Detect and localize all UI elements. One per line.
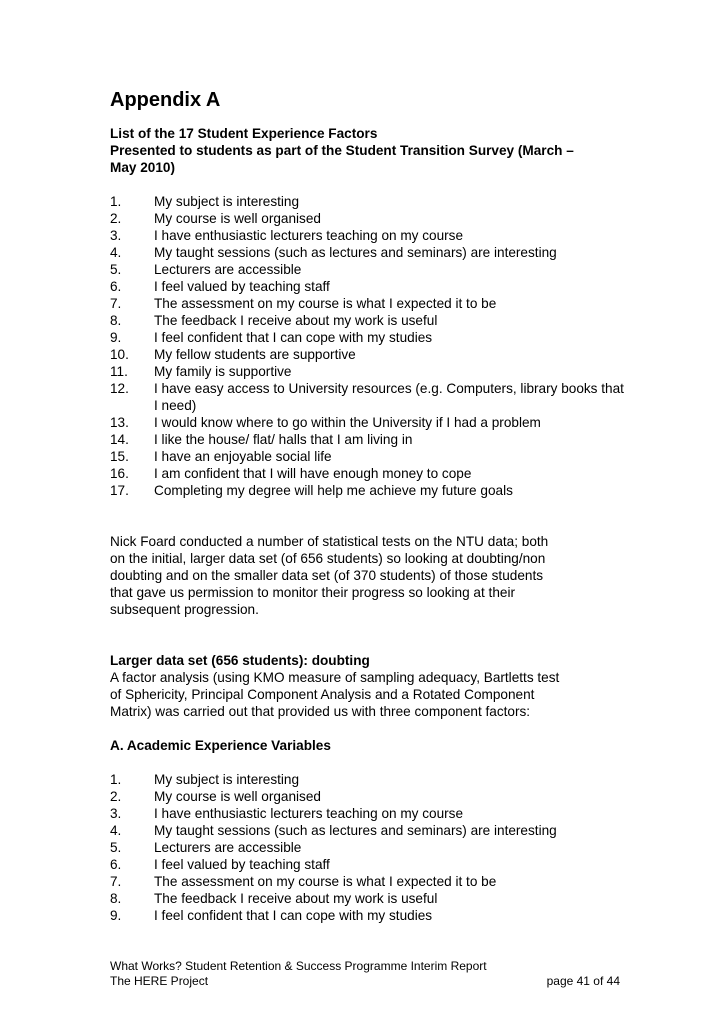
item-text: I would know where to go within the University if I had a problem bbox=[154, 415, 541, 430]
list-item bbox=[110, 822, 630, 839]
section-body-line: A factor analysis (using KMO measure of sampling adequacy, Bartletts test bbox=[110, 670, 560, 685]
analysis-paragraph bbox=[110, 533, 630, 618]
item-number: 4. bbox=[110, 245, 122, 260]
page-number: page 41 of 44 bbox=[546, 974, 620, 988]
item-number: 2. bbox=[110, 789, 122, 804]
item-number: 5. bbox=[110, 840, 122, 855]
list-item bbox=[110, 295, 630, 312]
item-number: 7. bbox=[110, 874, 122, 889]
item-number: 7. bbox=[110, 296, 122, 311]
list-item bbox=[110, 329, 630, 346]
paragraph-line: Nick Foard conducted a number of statistical tests on the NTU data; both bbox=[110, 534, 549, 549]
paragraph-line: doubting and on the smaller data set (of 370 students) of those students bbox=[110, 568, 544, 583]
item-number: 8. bbox=[110, 313, 122, 328]
list-item bbox=[110, 839, 630, 856]
list-item bbox=[110, 465, 630, 482]
list-item bbox=[110, 312, 630, 329]
list-item bbox=[110, 431, 630, 448]
list-item bbox=[110, 210, 630, 227]
item-text: My course is well organised bbox=[154, 211, 321, 226]
item-number: 4. bbox=[110, 823, 122, 838]
paragraph-line: on the initial, larger data set (of 656 students) so looking at doubting/non bbox=[110, 551, 546, 566]
document-page bbox=[110, 86, 630, 924]
section-heading: Larger data set (656 students): doubting bbox=[110, 653, 370, 668]
item-text: I am confident that I will have enough money to cope bbox=[154, 466, 472, 481]
section-body-line: Matrix) was carried out that provided us with three component factors: bbox=[110, 704, 531, 719]
item-number: 6. bbox=[110, 857, 122, 872]
list-item bbox=[110, 771, 630, 788]
item-text: Lecturers are accessible bbox=[154, 840, 302, 855]
item-number: 15. bbox=[110, 449, 129, 464]
item-text: My course is well organised bbox=[154, 789, 321, 804]
item-text: I have an enjoyable social life bbox=[154, 449, 332, 464]
section-subheading: A. Academic Experience Variables bbox=[110, 738, 331, 753]
list-item bbox=[110, 890, 630, 907]
item-text: I feel confident that I can cope with my studies bbox=[154, 330, 433, 345]
list-item bbox=[110, 856, 630, 873]
item-number: 5. bbox=[110, 262, 122, 277]
list-item bbox=[110, 380, 630, 414]
item-text: I like the house/ flat/ halls that I am living in bbox=[154, 432, 413, 447]
item-number: 13. bbox=[110, 415, 129, 430]
item-text: My subject is interesting bbox=[154, 194, 300, 209]
item-text: My family is supportive bbox=[154, 364, 292, 379]
list-item bbox=[110, 346, 630, 363]
item-number: 3. bbox=[110, 228, 122, 243]
item-text: My fellow students are supportive bbox=[154, 347, 356, 362]
item-number: 2. bbox=[110, 211, 122, 226]
item-number: 1. bbox=[110, 194, 122, 209]
list-item bbox=[110, 873, 630, 890]
item-text: The assessment on my course is what I expected it to be bbox=[154, 874, 497, 889]
subtitle-line: List of the 17 Student Experience Factors bbox=[110, 126, 378, 141]
doubting-section bbox=[110, 652, 630, 720]
list-item bbox=[110, 414, 630, 431]
item-number: 3. bbox=[110, 806, 122, 821]
item-text: My taught sessions (such as lectures and seminars) are interesting bbox=[154, 245, 557, 260]
list-item bbox=[110, 244, 630, 261]
item-number: 16. bbox=[110, 466, 129, 481]
item-text: I feel valued by teaching staff bbox=[154, 279, 330, 294]
item-number: 17. bbox=[110, 483, 129, 498]
footer-row bbox=[110, 974, 620, 989]
list-item bbox=[110, 227, 630, 244]
page-footer bbox=[110, 959, 620, 989]
item-text: The feedback I receive about my work is useful bbox=[154, 313, 438, 328]
item-text: Lecturers are accessible bbox=[154, 262, 302, 277]
item-number: 12. bbox=[110, 381, 129, 396]
academic-variables-list bbox=[110, 771, 630, 924]
list-item bbox=[110, 907, 630, 924]
item-number: 11. bbox=[110, 364, 128, 379]
item-text: I have easy access to University resources (e.g. Computers, library books that I need) bbox=[154, 381, 624, 413]
page-title: Appendix A bbox=[110, 89, 221, 111]
item-number: 10. bbox=[110, 347, 129, 362]
item-text: My subject is interesting bbox=[154, 772, 300, 787]
item-text: I have enthusiastic lecturers teaching on my course bbox=[154, 806, 464, 821]
item-text: The feedback I receive about my work is useful bbox=[154, 891, 438, 906]
item-text: My taught sessions (such as lectures and seminars) are interesting bbox=[154, 823, 557, 838]
paragraph-line: that gave us permission to monitor their progress so looking at their bbox=[110, 585, 515, 600]
item-number: 1. bbox=[110, 772, 122, 787]
factors-list bbox=[110, 193, 630, 499]
list-item bbox=[110, 805, 630, 822]
footer-project-name: The HERE Project bbox=[110, 974, 209, 988]
list-item bbox=[110, 193, 630, 210]
list-item bbox=[110, 278, 630, 295]
subtitle-line: May 2010) bbox=[110, 160, 175, 175]
subtitle bbox=[110, 125, 630, 176]
list-item bbox=[110, 788, 630, 805]
item-text: I feel valued by teaching staff bbox=[154, 857, 330, 872]
item-text: I have enthusiastic lecturers teaching on my course bbox=[154, 228, 464, 243]
list-item bbox=[110, 363, 630, 380]
item-number: 8. bbox=[110, 891, 122, 906]
item-number: 6. bbox=[110, 279, 122, 294]
item-number: 14. bbox=[110, 432, 129, 447]
item-number: 9. bbox=[110, 330, 122, 345]
item-text: Completing my degree will help me achieve my future goals bbox=[154, 483, 513, 498]
list-item bbox=[110, 482, 630, 499]
item-text: I feel confident that I can cope with my studies bbox=[154, 908, 433, 923]
footer-report-title: What Works? Student Retention & Success Programme Interim Report bbox=[110, 959, 487, 973]
item-number: 9. bbox=[110, 908, 122, 923]
list-item bbox=[110, 448, 630, 465]
paragraph-line: subsequent progression. bbox=[110, 602, 259, 617]
item-text: The assessment on my course is what I expected it to be bbox=[154, 296, 497, 311]
subtitle-line: Presented to students as part of the Student Transition Survey (March – bbox=[110, 143, 574, 158]
section-body-line: of Sphericity, Principal Component Analysis and a Rotated Component bbox=[110, 687, 535, 702]
list-item bbox=[110, 261, 630, 278]
